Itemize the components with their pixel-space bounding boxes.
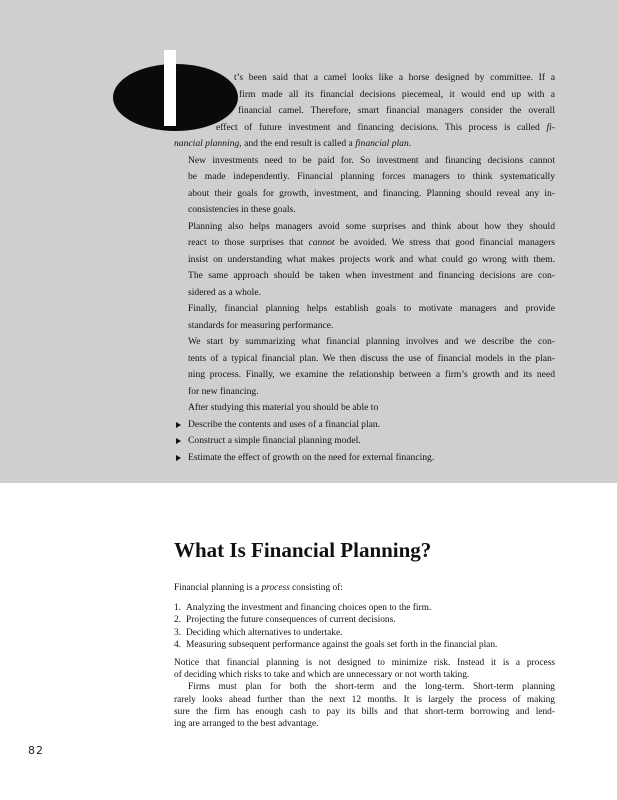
bullet-triangle-icon [176, 455, 181, 461]
risk-paragraph [174, 657, 555, 681]
bullet-triangle-icon [176, 438, 181, 444]
text-line: rarely looks ahead further than the next 12 months. It is largely the process of making [174, 694, 555, 705]
text-line: standards for measuring performance. [188, 319, 334, 331]
text-line: tents of a typical financial plan. We then discuss the use of financial models in the plan- [188, 352, 555, 364]
section-what-is-financial-planning [174, 536, 555, 730]
text-line: consistencies in these goals. [188, 204, 296, 215]
text-line: t’s been said that a camel looks like a horse designed by committee. If a [234, 72, 555, 83]
text-line: of deciding which risks to take and which are unnecessary or not worth taking. [174, 670, 470, 681]
section-heading: What Is Financial Planning? [174, 538, 432, 562]
list-item: 3. Deciding which alternatives to undertake. [174, 627, 343, 638]
text-line: We start by summarizing what financial planning involves and we describe the con- [188, 336, 555, 347]
objective-item: Describe the contents and uses of a financial plan. [174, 417, 555, 434]
intro-paragraph-3 [174, 219, 555, 302]
list-item: 1. Analyzing the investment and financing choices open to the firm. [174, 603, 432, 614]
text-line: After studying this material you should be able to [188, 402, 379, 413]
text-line: Firms must plan for both the short-term and the long-term. Short-term planning [188, 682, 555, 693]
bullet-triangle-icon [176, 422, 181, 428]
text-line: financial camel. Therefore, smart financial managers consider the overall [238, 105, 555, 116]
planning-steps-list [174, 602, 555, 651]
intro-paragraph-2 [174, 153, 555, 219]
text-line: sidered as a whole. [188, 286, 261, 298]
lead-paragraph: Financial planning is a process consisting of: [174, 583, 343, 593]
text-line: sure the firm has enough cash to pay its bills and that short-term borrowing and lend- [174, 706, 555, 717]
text-line: effect of future investment and financing decisions. This process is called fi- [216, 121, 555, 133]
list-item: 2. Projecting the future consequences of current decisions. [174, 615, 396, 626]
text-line: nancial planning, and the end result is called a financial plan. [174, 138, 412, 149]
objective-item: Construct a simple financial planning model. [174, 433, 555, 450]
text-line: be made independently. Financial planning forces managers to think systematically [188, 171, 555, 182]
text-line: about their goals for growth, investment, and financing. Planning should reveal any in- [188, 187, 555, 199]
objective-item: Estimate the effect of growth on the need for external financing. [174, 450, 555, 467]
text-line: ning process. Finally, we examine the relationship between a firm’s growth and its need [188, 369, 555, 380]
horizon-paragraph [174, 681, 555, 730]
text-line: Planning also helps managers avoid some surprises and think about how they should [188, 220, 555, 232]
objectives-list [174, 417, 555, 467]
list-item: 4. Measuring subsequent performance against the goals set forth in the financial plan. [174, 639, 498, 650]
text-line: Finally, financial planning helps establish goals to motivate managers and provide [188, 303, 555, 314]
text-line: for new financing. [188, 385, 259, 397]
text-line: ing are arranged to the best advantage. [174, 719, 319, 730]
intro-paragraph-1 [174, 70, 555, 153]
text-line: The same approach should be taken when investment and financing decisions are con- [188, 270, 555, 281]
objectives-intro [174, 400, 555, 417]
page-number: 82 [28, 744, 44, 757]
text-line: New investments need to be paid for. So investment and financing decisions cannot [188, 154, 555, 166]
intro-paragraph-5 [174, 334, 555, 400]
intro-paragraph-4 [174, 301, 555, 334]
text-line: react to those surprises that cannot be avoided. We stress that good financial managers [188, 237, 555, 248]
text-line: Notice that financial planning is not designed to minimize risk. Instead it is a process [174, 658, 555, 669]
intro-text [174, 70, 555, 466]
text-line: insist on understanding what makes projects work and what could go wrong with them. [188, 253, 555, 265]
text-line: firm made all its financial decisions piecemeal, it would end up with a [239, 88, 555, 100]
